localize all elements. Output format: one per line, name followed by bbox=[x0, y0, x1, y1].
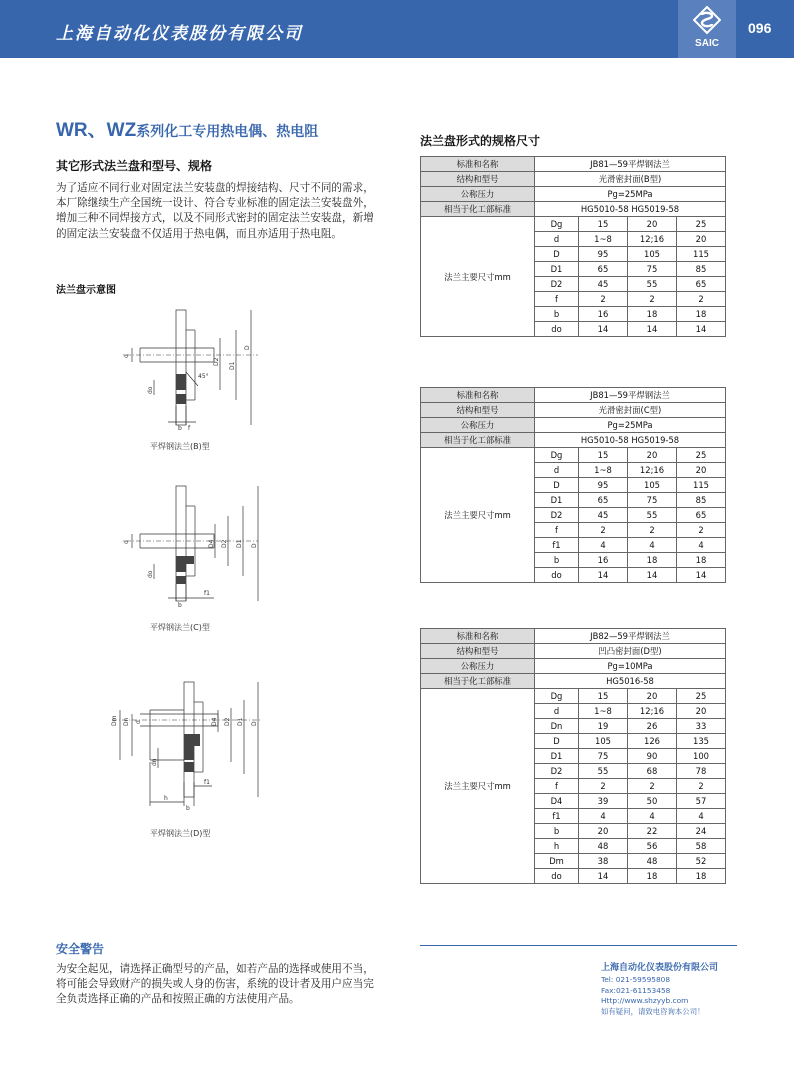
row-label: 相当于化工部标准 bbox=[421, 433, 535, 448]
dim-value: 20 bbox=[677, 704, 726, 719]
flange-diagram-c bbox=[118, 480, 278, 612]
table-row bbox=[421, 187, 726, 202]
table-row bbox=[421, 448, 726, 463]
dim-value: 14 bbox=[579, 322, 628, 337]
table-row bbox=[421, 689, 726, 704]
dim-label: D1 bbox=[237, 717, 244, 726]
dim-value: 1~8 bbox=[579, 704, 628, 719]
dim-symbol: b bbox=[535, 307, 579, 322]
dim-value: 2 bbox=[677, 523, 726, 538]
dim-value: 95 bbox=[579, 247, 628, 262]
dim-value: 18 bbox=[628, 869, 677, 884]
diagram-b-labels bbox=[123, 345, 251, 432]
row-label: 结构和型号 bbox=[421, 172, 535, 187]
dim-label: d bbox=[123, 354, 130, 358]
dim-value: 55 bbox=[579, 764, 628, 779]
dim-symbol: D2 bbox=[535, 277, 579, 292]
dim-label: do bbox=[147, 386, 154, 394]
dim-value: 4 bbox=[677, 538, 726, 553]
dim-symbol: f bbox=[535, 292, 579, 307]
dim-symbol: f1 bbox=[535, 809, 579, 824]
dim-label: do bbox=[147, 570, 154, 578]
contact-block bbox=[601, 962, 718, 1017]
dim-symbol: Dg bbox=[535, 689, 579, 704]
dim-label: b bbox=[186, 805, 190, 812]
dim-value: 95 bbox=[579, 478, 628, 493]
diagram-b-caption: 平焊钢法兰(B)型 bbox=[150, 442, 210, 451]
dim-value: 75 bbox=[579, 749, 628, 764]
dim-symbol: D bbox=[535, 247, 579, 262]
row-label: 相当于化工部标准 bbox=[421, 674, 535, 689]
row-label: 标准和名称 bbox=[421, 629, 535, 644]
spec-table-d bbox=[420, 628, 726, 884]
dim-value: 20 bbox=[677, 463, 726, 478]
dim-symbol: b bbox=[535, 824, 579, 839]
row-value: HG5010-58 HG5019-58 bbox=[535, 433, 726, 448]
dim-value: 15 bbox=[579, 448, 628, 463]
dim-symbol: D4 bbox=[535, 794, 579, 809]
dim-value: 20 bbox=[628, 689, 677, 704]
table-row bbox=[421, 157, 726, 172]
dim-value: 14 bbox=[677, 322, 726, 337]
dim-value: 18 bbox=[628, 553, 677, 568]
dim-value: 2 bbox=[579, 523, 628, 538]
dim-value: 78 bbox=[677, 764, 726, 779]
table-row bbox=[421, 433, 726, 448]
dim-label: d bbox=[135, 720, 142, 724]
dim-label: D2 bbox=[221, 539, 228, 548]
dim-symbol: d bbox=[535, 704, 579, 719]
dim-value: 18 bbox=[677, 307, 726, 322]
dim-value: 4 bbox=[628, 809, 677, 824]
dim-symbol: f bbox=[535, 779, 579, 794]
dim-symbol: Dm bbox=[535, 854, 579, 869]
table-row bbox=[421, 418, 726, 433]
dim-label: b bbox=[178, 602, 182, 609]
warning-text: 为安全起见，请选择正确型号的产品，如若产品的选择或使用不当，将可能会导致财产的损失或人身的伤害，系统的设计者及用户应当完全负责选择正确的产品和按照正确的方法使用产品。 bbox=[56, 963, 374, 1006]
table-row bbox=[421, 403, 726, 418]
diagram-c-caption: 平焊钢法兰(C)型 bbox=[150, 623, 210, 632]
dim-value: 16 bbox=[579, 307, 628, 322]
dim-value: 85 bbox=[677, 493, 726, 508]
dim-label: D2 bbox=[213, 357, 220, 366]
dim-label: D bbox=[251, 543, 258, 548]
dim-value: 39 bbox=[579, 794, 628, 809]
dim-symbol: D bbox=[535, 478, 579, 493]
dim-value: 90 bbox=[628, 749, 677, 764]
row-value: Pg=25MPa bbox=[535, 418, 726, 433]
row-value: HG5016-58 bbox=[535, 674, 726, 689]
dim-value: 1~8 bbox=[579, 463, 628, 478]
dim-label: D4 bbox=[208, 539, 215, 548]
row-value: JB82—59平焊钢法兰 bbox=[535, 629, 726, 644]
dim-value: 24 bbox=[677, 824, 726, 839]
dim-symbol: d bbox=[535, 463, 579, 478]
dim-value: 100 bbox=[677, 749, 726, 764]
dim-symbol: Dg bbox=[535, 217, 579, 232]
table-row bbox=[421, 674, 726, 689]
dim-value: 26 bbox=[628, 719, 677, 734]
dim-value: 50 bbox=[628, 794, 677, 809]
row-value: 光滑密封面(C型) bbox=[535, 403, 726, 418]
dim-value: 75 bbox=[628, 493, 677, 508]
dim-value: 48 bbox=[579, 839, 628, 854]
row-label: 标准和名称 bbox=[421, 388, 535, 403]
dim-value: 85 bbox=[677, 262, 726, 277]
dim-value: 105 bbox=[628, 247, 677, 262]
contact-divider bbox=[420, 945, 737, 946]
dim-symbol: f1 bbox=[535, 538, 579, 553]
row-value: JB81—59平焊钢法兰 bbox=[535, 157, 726, 172]
diagram-d-caption: 平焊钢法兰(D)型 bbox=[150, 829, 211, 838]
dim-symbol: D1 bbox=[535, 493, 579, 508]
dim-label: D4 bbox=[211, 717, 218, 726]
row-value: 光滑密封面(B型) bbox=[535, 172, 726, 187]
dim-value: 14 bbox=[628, 322, 677, 337]
dim-value: 14 bbox=[579, 568, 628, 583]
spec-table-c bbox=[420, 387, 726, 583]
flange-diagram-d bbox=[100, 670, 280, 820]
dim-value: 57 bbox=[677, 794, 726, 809]
dim-label: D2 bbox=[224, 717, 231, 726]
dim-value: 4 bbox=[579, 538, 628, 553]
spec-section-title: 法兰盘形式的规格尺寸 bbox=[420, 134, 541, 148]
company-name: 上海自动化仪表股份有限公司 bbox=[56, 24, 303, 44]
dim-symbol: D2 bbox=[535, 508, 579, 523]
dim-label: D bbox=[251, 721, 258, 726]
saic-diamond-icon bbox=[693, 6, 721, 36]
dim-value: 2 bbox=[677, 292, 726, 307]
section-subtitle: 其它形式法兰盘和型号、规格 bbox=[56, 159, 213, 173]
contact-web-link[interactable]: Http://www.shzyyb.com bbox=[601, 996, 689, 1006]
dim-value: 126 bbox=[628, 734, 677, 749]
dim-label: f bbox=[188, 425, 191, 432]
page-header bbox=[0, 0, 794, 58]
table-row bbox=[421, 202, 726, 217]
diagram-section-label: 法兰盘示意图 bbox=[56, 285, 116, 296]
dim-label: D1 bbox=[236, 539, 243, 548]
dim-label: b bbox=[178, 425, 182, 432]
dim-value: 2 bbox=[628, 779, 677, 794]
row-label: 公称压力 bbox=[421, 418, 535, 433]
row-label: 公称压力 bbox=[421, 187, 535, 202]
page-number: 096 bbox=[748, 20, 772, 36]
dim-value: 45 bbox=[579, 508, 628, 523]
dim-value: 58 bbox=[677, 839, 726, 854]
dim-value: 18 bbox=[677, 869, 726, 884]
dim-value: 15 bbox=[579, 217, 628, 232]
dim-value: 55 bbox=[628, 508, 677, 523]
dim-value: 12;16 bbox=[628, 463, 677, 478]
dim-value: 115 bbox=[677, 478, 726, 493]
company-logo bbox=[678, 0, 736, 58]
page-title-prefix: WR、WZ bbox=[56, 120, 137, 141]
row-label: 结构和型号 bbox=[421, 644, 535, 659]
spec-table-b bbox=[420, 156, 726, 337]
dim-value: 14 bbox=[579, 869, 628, 884]
dims-label: 法兰主要尺寸mm bbox=[421, 217, 535, 337]
dim-value: 4 bbox=[579, 809, 628, 824]
dim-symbol: b bbox=[535, 553, 579, 568]
row-value: Pg=10MPa bbox=[535, 659, 726, 674]
row-value: JB81—59平焊钢法兰 bbox=[535, 388, 726, 403]
dim-value: 12;16 bbox=[628, 232, 677, 247]
dim-symbol: f bbox=[535, 523, 579, 538]
dim-value: 19 bbox=[579, 719, 628, 734]
table-row bbox=[421, 644, 726, 659]
contact-company: 上海自动化仪表股份有限公司 bbox=[601, 963, 719, 973]
dim-value: 56 bbox=[628, 839, 677, 854]
table-row bbox=[421, 659, 726, 674]
dim-symbol: d bbox=[535, 232, 579, 247]
dim-value: 15 bbox=[579, 689, 628, 704]
page-title bbox=[56, 115, 318, 142]
table-row bbox=[421, 172, 726, 187]
dim-symbol: D1 bbox=[535, 749, 579, 764]
warning-title: 安全警告 bbox=[56, 942, 105, 956]
dim-value: 25 bbox=[677, 217, 726, 232]
table-row bbox=[421, 629, 726, 644]
logo-text: SAIC bbox=[695, 38, 719, 49]
dim-value: 18 bbox=[628, 307, 677, 322]
contact-note: 如有疑问，请致电咨询本公司！ bbox=[601, 1006, 705, 1016]
dim-value: 135 bbox=[677, 734, 726, 749]
dim-value: 55 bbox=[628, 277, 677, 292]
dim-value: 65 bbox=[579, 493, 628, 508]
dim-value: 38 bbox=[579, 854, 628, 869]
dim-value: 45 bbox=[579, 277, 628, 292]
dim-label: dn bbox=[151, 758, 158, 766]
dim-symbol: D1 bbox=[535, 262, 579, 277]
dim-value: 65 bbox=[677, 508, 726, 523]
contact-fax: Fax:021-61153458 bbox=[601, 985, 671, 995]
row-label: 标准和名称 bbox=[421, 157, 535, 172]
dim-symbol: do bbox=[535, 322, 579, 337]
dim-value: 18 bbox=[677, 553, 726, 568]
dim-value: 2 bbox=[628, 292, 677, 307]
dim-symbol: Dg bbox=[535, 448, 579, 463]
dim-value: 48 bbox=[628, 854, 677, 869]
dim-value: 52 bbox=[677, 854, 726, 869]
dim-value: 105 bbox=[628, 478, 677, 493]
dim-symbol: do bbox=[535, 568, 579, 583]
dim-value: 22 bbox=[628, 824, 677, 839]
dim-value: 75 bbox=[628, 262, 677, 277]
page-title-rest: 系列化工专用热电偶、热电阻 bbox=[136, 124, 319, 140]
row-label: 公称压力 bbox=[421, 659, 535, 674]
dim-value: 4 bbox=[628, 538, 677, 553]
intro-paragraph: 为了适应不同行业对固定法兰安装盘的焊接结构、尺寸不同的需求，本厂除继续生产全国统一设计、符合专业标准的固定法兰安装盘外，增加三种不同焊接方式，以及不同形式密封的固定法兰安装盘，新增的固定法兰安装盘不仅适用于热电偶，而且亦适用于热电阻。 bbox=[56, 182, 374, 240]
dim-value: 65 bbox=[677, 277, 726, 292]
dim-label: 45° bbox=[198, 373, 209, 380]
dim-label: D1 bbox=[229, 361, 236, 370]
dim-value: 16 bbox=[579, 553, 628, 568]
dim-value: 105 bbox=[579, 734, 628, 749]
flange-diagram-b bbox=[118, 300, 278, 432]
row-value: Pg=25MPa bbox=[535, 187, 726, 202]
dim-value: 2 bbox=[628, 523, 677, 538]
dim-value: 25 bbox=[677, 689, 726, 704]
dim-value: 20 bbox=[628, 448, 677, 463]
dim-value: 2 bbox=[579, 779, 628, 794]
contact-tel: Tel: 021-59595808 bbox=[601, 975, 671, 984]
dim-label: h bbox=[164, 795, 168, 802]
table-row bbox=[421, 388, 726, 403]
dim-value: 2 bbox=[677, 779, 726, 794]
row-label: 相当于化工部标准 bbox=[421, 202, 535, 217]
dim-symbol: D2 bbox=[535, 764, 579, 779]
dim-value: 1~8 bbox=[579, 232, 628, 247]
row-value: HG5010-58 HG5019-58 bbox=[535, 202, 726, 217]
dim-value: 20 bbox=[677, 232, 726, 247]
dim-label: f1 bbox=[204, 590, 210, 597]
dim-value: 25 bbox=[677, 448, 726, 463]
dim-value: 68 bbox=[628, 764, 677, 779]
dim-symbol: D bbox=[535, 734, 579, 749]
dim-label: Dm bbox=[111, 715, 118, 726]
dim-label: f1 bbox=[204, 779, 210, 786]
diagram-c-labels bbox=[123, 539, 258, 609]
dim-value: 33 bbox=[677, 719, 726, 734]
dim-label: Dn bbox=[123, 717, 130, 726]
dim-value: 14 bbox=[628, 568, 677, 583]
dim-value: 20 bbox=[628, 217, 677, 232]
dim-value: 14 bbox=[677, 568, 726, 583]
table-row bbox=[421, 217, 726, 232]
dims-label: 法兰主要尺寸mm bbox=[421, 448, 535, 583]
dim-value: 20 bbox=[579, 824, 628, 839]
dims-label: 法兰主要尺寸mm bbox=[421, 689, 535, 884]
dim-value: 4 bbox=[677, 809, 726, 824]
row-label: 结构和型号 bbox=[421, 403, 535, 418]
dim-value: 115 bbox=[677, 247, 726, 262]
dim-value: 12;16 bbox=[628, 704, 677, 719]
dim-label: d bbox=[123, 540, 130, 544]
dim-symbol: Dn bbox=[535, 719, 579, 734]
dim-value: 2 bbox=[579, 292, 628, 307]
dim-value: 65 bbox=[579, 262, 628, 277]
dim-label: D bbox=[244, 345, 251, 350]
row-value: 凹凸密封面(D型) bbox=[535, 644, 726, 659]
dim-symbol: h bbox=[535, 839, 579, 854]
dim-symbol: do bbox=[535, 869, 579, 884]
